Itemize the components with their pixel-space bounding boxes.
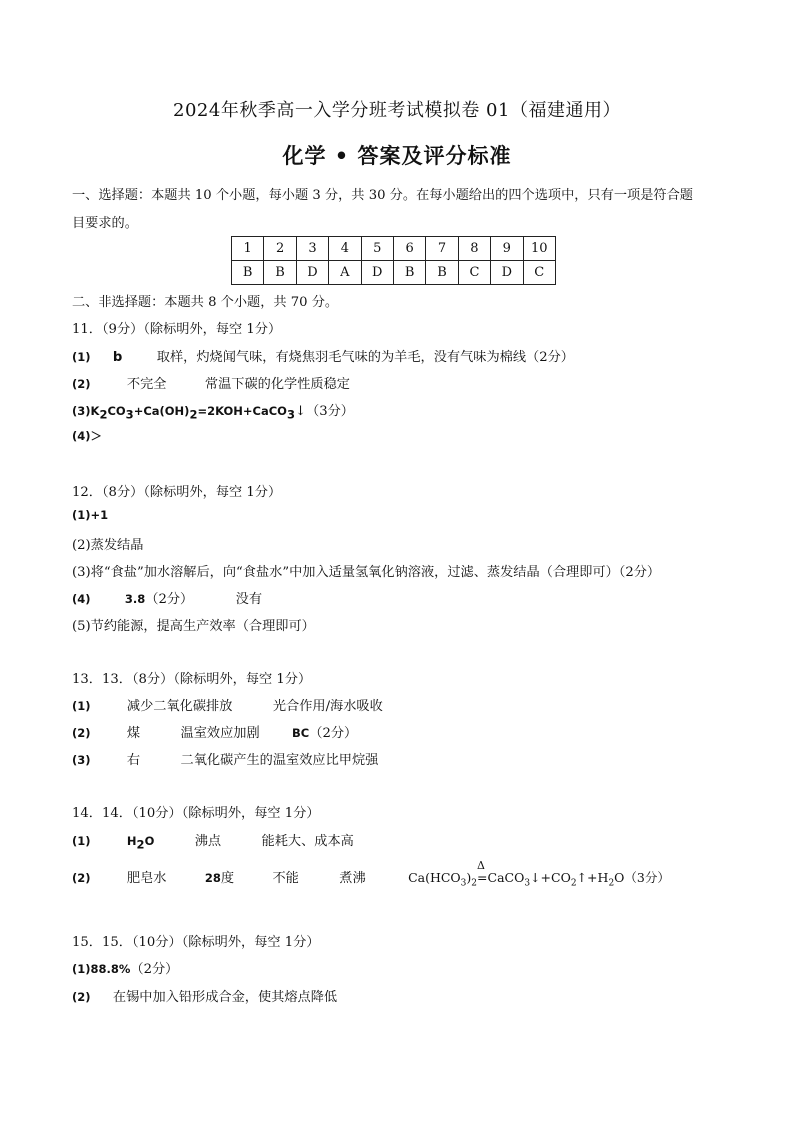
q11-part2 bbox=[72, 373, 350, 392]
q12-heading: 12．（8分）（除标明外，每空 1分） bbox=[72, 485, 282, 500]
page-subtitle: 化学 • 答案及评分标准 bbox=[282, 144, 512, 168]
table-cell: D bbox=[296, 261, 328, 285]
q14-part2: (2) 肥皂水 28度 不能 煮沸 $Ca(HCO_3)_2$ Δ $=CaCO_3↓+CO_2↑+H_2O(3$分） bbox=[72, 859, 670, 889]
answer-table-answers-row bbox=[232, 261, 556, 285]
answer-text: 沸点 bbox=[194, 834, 222, 849]
answer-text: 光合作用/海水吸收 bbox=[272, 699, 383, 714]
answer-text: 在锡中加入铅形成合金，使其熔点降低 bbox=[112, 990, 338, 1005]
answer-text: 度 bbox=[220, 871, 235, 886]
answer-text: (1)88.8% bbox=[72, 962, 131, 976]
answer-text: O bbox=[144, 834, 155, 848]
answer-text: BC bbox=[292, 726, 310, 740]
answer-text: 二氧化碳产生的温室效应比甲烷强 bbox=[180, 753, 379, 768]
answer-text: 不能 bbox=[272, 871, 299, 886]
q12-part5 bbox=[72, 615, 315, 634]
section2-intro: 二、非选择题：本题共 8 个小题，共 70 分。 bbox=[72, 295, 339, 310]
q14-part1: (1) $H_2O$ 沸点 能耗大、成本高 bbox=[72, 834, 354, 852]
q15-part1 bbox=[72, 958, 178, 977]
table-cell: B bbox=[426, 261, 458, 285]
answer-text: (4)＞ bbox=[72, 429, 103, 443]
table-cell: 4 bbox=[329, 237, 361, 261]
q12-part1 bbox=[72, 508, 108, 523]
equation-text: Ca(HCO bbox=[408, 870, 461, 885]
answer-text: 不完全 bbox=[126, 377, 167, 392]
equation-text: =CaCO bbox=[477, 870, 525, 885]
answer-text: 右 bbox=[126, 753, 141, 768]
answer-text: 常温下碳的化学性质稳定 bbox=[204, 377, 350, 392]
equation-text: K bbox=[90, 404, 100, 418]
q11-heading: 11．（9分）（除标明外，每空 1分） bbox=[72, 322, 282, 337]
answer-text: 取样，灼烧闻气味，有烧焦羽毛气味的为羊毛，没有气味为棉线（2分） bbox=[156, 350, 574, 365]
answer-text: （3分） bbox=[624, 870, 670, 885]
answer-text: 能耗大、成本高 bbox=[261, 834, 354, 849]
q12-part3 bbox=[72, 561, 660, 580]
table-cell: C bbox=[458, 261, 490, 285]
answer-text: （2分） bbox=[130, 962, 179, 977]
table-cell: 1 bbox=[232, 237, 264, 261]
answer-text: 温室效应加剧 bbox=[180, 726, 260, 741]
table-cell: 9 bbox=[491, 237, 523, 261]
table-cell: 8 bbox=[458, 237, 490, 261]
q13-heading: 13．13．（8分）（除标明外，每空 1分） bbox=[72, 672, 312, 687]
answer-text: b bbox=[112, 350, 123, 365]
part-number: (2) bbox=[72, 377, 91, 391]
table-cell: 3 bbox=[296, 237, 328, 261]
answer-text: 没有 bbox=[235, 592, 263, 607]
equation-text: =2KOH+CaCO bbox=[197, 404, 287, 418]
q12-part2 bbox=[72, 534, 143, 553]
answer-text: （2分） bbox=[309, 726, 358, 741]
q11-part4 bbox=[72, 428, 102, 444]
answer-table bbox=[231, 236, 556, 285]
part-number: (1) bbox=[72, 350, 91, 364]
equation-text: ↑+H bbox=[576, 870, 609, 885]
q13-part1 bbox=[72, 695, 383, 714]
answer-text: (1)+1 bbox=[72, 508, 109, 522]
answer-text: 减少二氧化碳排放 bbox=[126, 699, 233, 714]
table-cell: 2 bbox=[264, 237, 296, 261]
table-cell: B bbox=[232, 261, 264, 285]
equation-text: ) bbox=[466, 870, 472, 885]
q13-part3 bbox=[72, 749, 378, 768]
table-cell: C bbox=[523, 261, 555, 285]
q15-part2 bbox=[72, 986, 337, 1005]
q12-part4 bbox=[72, 588, 262, 607]
q15-heading: 15．15．（10分）（除标明外，每空 1分） bbox=[72, 935, 320, 950]
equation-text: CO bbox=[107, 404, 126, 418]
section1-intro-line2: 目要求的。 bbox=[72, 216, 138, 231]
answer-text: (3)将“食盐”加水溶解后，向“食盐水”中加入适量氢氧化钠溶液，过滤、蒸发结晶（合理即可）（2分） bbox=[72, 565, 661, 580]
section1-intro-line1: 一、选择题：本题共 10 个小题，每小题 3 分，共 30 分。在每小题给出的四个选项中，只有一项是符合题 bbox=[72, 188, 693, 203]
answer-text: H bbox=[126, 834, 137, 848]
table-cell: D bbox=[491, 261, 523, 285]
part-number: (2) bbox=[72, 871, 91, 885]
table-cell: 10 bbox=[523, 237, 555, 261]
answer-text: （2分） bbox=[145, 592, 194, 607]
table-cell: 7 bbox=[426, 237, 458, 261]
table-cell: D bbox=[361, 261, 393, 285]
table-cell: 6 bbox=[393, 237, 425, 261]
table-cell: A bbox=[329, 261, 361, 285]
answer-text: (2)蒸发结晶 bbox=[72, 538, 144, 553]
part-number: (3) bbox=[72, 753, 91, 767]
answer-text: 煤 bbox=[126, 726, 141, 741]
answer-text: 3.8 bbox=[124, 592, 146, 606]
part-number: (2) bbox=[72, 726, 91, 740]
answer-text: ↓（3分） bbox=[294, 404, 354, 419]
q14-heading: 14．14．（10分）（除标明外，每空 1分） bbox=[72, 806, 320, 821]
answer-text: 肥皂水 bbox=[126, 871, 167, 886]
table-cell: B bbox=[393, 261, 425, 285]
answer-table-numbers-row bbox=[232, 237, 556, 261]
table-cell: B bbox=[264, 261, 296, 285]
answer-text: (5)节约能源，提高生产效率（合理即可） bbox=[72, 619, 315, 634]
answer-text: 28 bbox=[204, 871, 221, 885]
equation-text: O bbox=[614, 870, 625, 885]
part-number: (2) bbox=[72, 990, 91, 1004]
table-cell: 5 bbox=[361, 237, 393, 261]
q11-part3: $(3)K_2CO_3+Ca(OH)_2=2KOH+CaCO_3↓(3$分） bbox=[72, 404, 354, 422]
heat-condition bbox=[477, 859, 525, 885]
part-number: (3) bbox=[72, 404, 91, 418]
q11-part1 bbox=[72, 346, 574, 365]
q13-part2 bbox=[72, 722, 357, 741]
answer-text: 煮沸 bbox=[339, 871, 366, 886]
page-title: 2024年秋季高一入学分班考试模拟卷 01（福建通用） bbox=[173, 100, 621, 121]
part-number: (4) bbox=[72, 592, 91, 606]
part-number: (1) bbox=[72, 699, 91, 713]
equation-text: +Ca(OH) bbox=[133, 404, 190, 418]
equation-text: ↓+CO bbox=[530, 870, 571, 885]
delta-symbol: Δ bbox=[477, 859, 485, 872]
part-number: (1) bbox=[72, 834, 91, 848]
